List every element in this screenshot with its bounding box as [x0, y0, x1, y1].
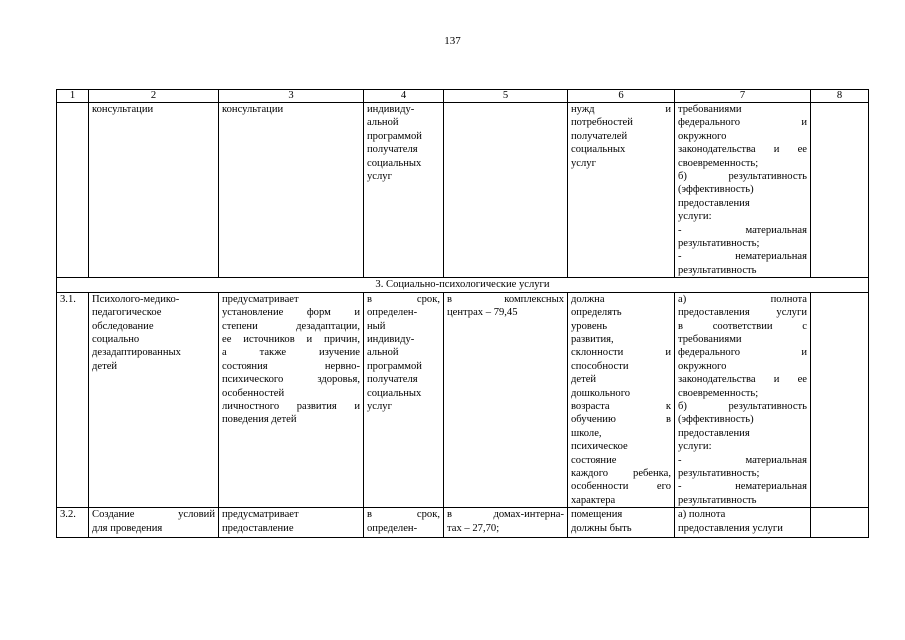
column-number-row — [57, 90, 869, 103]
column-number: 8 — [811, 90, 869, 103]
service-description: предусматривает установление форм и степени дезадаптации, ее источников и причин, а также изучение состояния нервно- психического здоровья, особенностей личностного развития и поведения детей — [219, 292, 364, 508]
table-row — [57, 103, 869, 278]
section-row — [57, 278, 869, 292]
services-table — [56, 89, 869, 538]
service-standard: помещения должны быть — [568, 508, 675, 538]
table-cell: требованиями федерального и окружного законодательства и ее своевременность; б) результативность (эффективность) предоставления услуги: - материальная результативность; - нематериальная результативность — [675, 103, 811, 278]
page-number: 137 — [444, 35, 461, 47]
table-cell — [444, 103, 568, 278]
table-row — [57, 508, 869, 538]
table-cell: индивиду- альной программой получателя социальных услуг — [364, 103, 444, 278]
column-number: 3 — [219, 90, 364, 103]
service-term: в срок, определен- ный индивиду- альной программой получателя социальных услуг — [364, 292, 444, 508]
row-number: 3.1. — [57, 292, 89, 508]
column-number: 1 — [57, 90, 89, 103]
table-cell — [811, 103, 869, 278]
service-name: Создание условий для проведения — [89, 508, 219, 538]
table-cell: консультации — [89, 103, 219, 278]
table-cell — [57, 103, 89, 278]
table-cell: нужд и потребностей получателей социальных услуг — [568, 103, 675, 278]
service-standard: должна определять уровень развития, склонности и способности детей дошкольного возраста к обучению в школе, психическое состояние каждого ребенка, особенности его характера — [568, 292, 675, 508]
quality-indicators: а) полнота предоставления услуги — [675, 508, 811, 538]
service-description: предусматривает предоставление — [219, 508, 364, 538]
row-number: 3.2. — [57, 508, 89, 538]
table-cell: консультации — [219, 103, 364, 278]
service-name: Психолого-медико- педагогическое обследование социально дезадаптированных детей — [89, 292, 219, 508]
table-cell — [811, 292, 869, 508]
column-number: 7 — [675, 90, 811, 103]
table-row — [57, 292, 869, 508]
column-number: 4 — [364, 90, 444, 103]
column-number: 5 — [444, 90, 568, 103]
column-number: 2 — [89, 90, 219, 103]
service-term: в срок, определен- — [364, 508, 444, 538]
service-tariff: в комплексных центрах – 79,45 — [444, 292, 568, 508]
service-tariff: в домах-интерна- тах – 27,70; — [444, 508, 568, 538]
section-title: 3. Социально-психологические услуги — [57, 278, 869, 292]
table-cell — [811, 508, 869, 538]
column-number: 6 — [568, 90, 675, 103]
quality-indicators: а) полнота предоставления услуги в соответствии с требованиями федерального и окружного законодательства и ее своевременность; б) результативность (эффективность) предоставления услуги: - материальная результативность; - нематериальная результативность — [675, 292, 811, 508]
